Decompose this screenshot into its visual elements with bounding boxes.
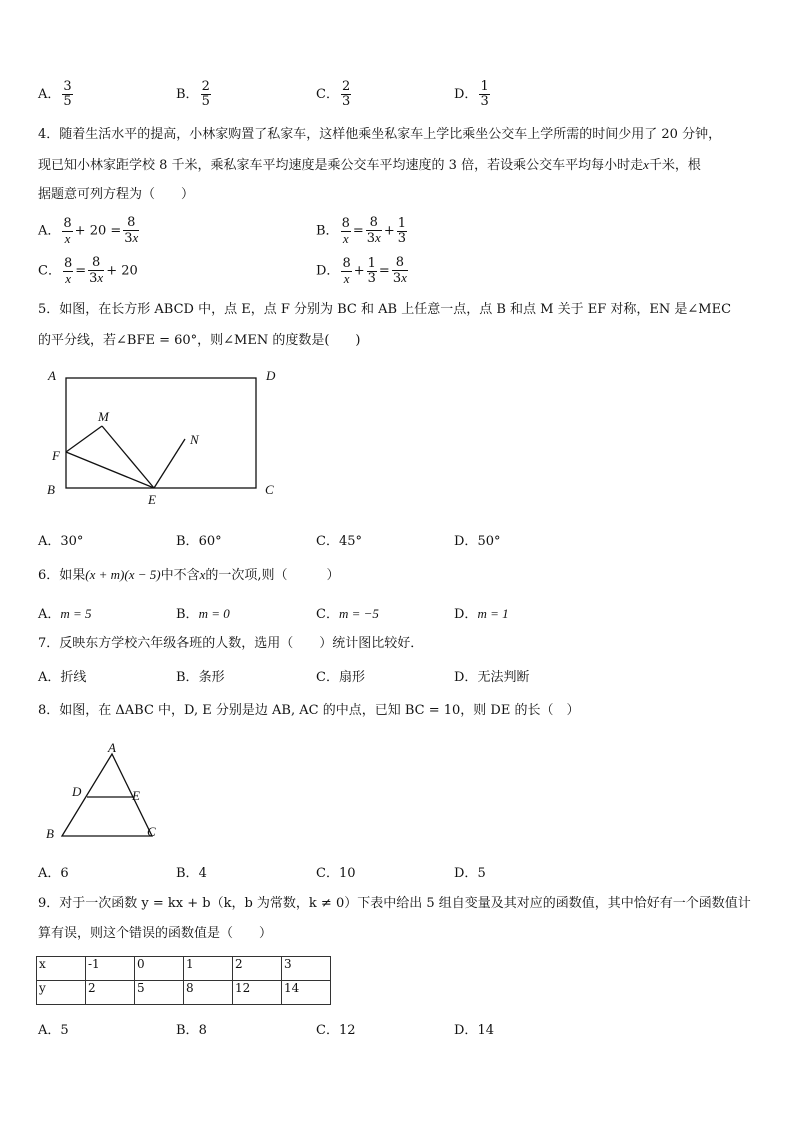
q9-line-1: 9．对于一次函数 y = kx + b（k，b 为常数，k ≠ 0）下表中给出 5 组自变量及其对应的函数值，其中恰好有一个函数值计 — [38, 896, 751, 911]
label-A: A — [48, 368, 56, 383]
q4-option-a: A． $\frac{8}{x}$ + 20 = $\frac{8}{3x}$ — [38, 215, 139, 246]
label-A: A — [108, 740, 116, 755]
q4-option-d: D． $\frac{8}{x}$ + $\frac{1}{3}$ = $\frac{8}{3x}$ — [316, 255, 407, 286]
q6-option-d: D．m = 1 — [454, 606, 509, 622]
q5-line-2: 的平分线，若∠BFE = 60°，则∠MEN 的度数是( ) — [38, 333, 361, 348]
label-C: C — [265, 482, 274, 497]
q9-line-2: 算有误，则这个错误的函数值是（ ） — [38, 926, 273, 941]
q7-option-c: C．扇形 — [316, 670, 365, 685]
q5-rectangle-figure — [40, 364, 290, 514]
q8-option-a: A．6 — [38, 866, 69, 881]
q7-option-d: D．无法判断 — [454, 670, 530, 685]
q8-triangle-figure — [40, 740, 180, 845]
q5-option-a: A．30° — [38, 534, 84, 549]
q4-line-2: 现已知小林家距学校 8 千米，乘私家车平均速度是乘公交车平均速度的 3 倍，若设乘公交车平均每小时走x千米，根 — [38, 157, 701, 173]
label-C: C — [147, 824, 156, 839]
q9-option-c: C．12 — [316, 1023, 356, 1038]
q9-value-table — [36, 956, 331, 1005]
q5-option-b: B．60° — [176, 534, 222, 549]
q5-option-d: D．50° — [454, 534, 501, 549]
q7-text: 7．反映东方学校六年级各班的人数，选用（ ）统计图比较好． — [38, 636, 424, 651]
q3-option-c: C． $\frac{2}{3}$ — [316, 79, 351, 109]
label-B: B — [47, 482, 55, 497]
q3-option-a: A． $\frac{3}{5}$ — [38, 79, 72, 109]
label-M: M — [98, 409, 109, 424]
q8-option-d: D．5 — [454, 866, 486, 881]
q4-option-b: B． $\frac{8}{x}$ = $\frac{8}{3x}$ + $\frac{1}{3}$ — [316, 215, 406, 246]
q6-option-b: B．m = 0 — [176, 606, 230, 622]
q4-line-3: 据题意可列方程为（ ） — [38, 187, 195, 202]
q7-option-a: A．折线 — [38, 670, 87, 685]
label-E: E — [148, 492, 156, 507]
label-D: D — [266, 368, 276, 383]
table-row: y 2 5 8 12 14 — [37, 981, 331, 1005]
q8-option-c: C．10 — [316, 866, 356, 881]
q3-option-b: B． $\frac{2}{5}$ — [176, 79, 210, 109]
q8-option-b: B．4 — [176, 866, 207, 881]
label-B: B — [46, 826, 54, 841]
q8-text: 8．如图，在 ΔABC 中，D, E 分别是边 AB, AC 的中点，已知 BC = 10，则 DE 的长（ ） — [38, 703, 580, 718]
q4-option-c: C． $\frac{8}{x}$ = $\frac{8}{3x}$ + 20 — [38, 255, 138, 286]
q9-option-b: B．8 — [176, 1023, 207, 1038]
q5-option-c: C．45° — [316, 534, 362, 549]
q6-option-a: A．m = 5 — [38, 606, 92, 622]
q6-text: 6．如果(x + m)(x − 5)中不含x的一次项,则（ ） — [38, 567, 340, 583]
q3-option-d: D． $\frac{1}{3}$ — [454, 79, 489, 109]
q9-option-d: D．14 — [454, 1023, 494, 1038]
label-E: E — [132, 788, 140, 803]
table-row: x -1 0 1 2 3 — [37, 957, 331, 981]
label-N: N — [190, 432, 199, 447]
q4-line-1: 4．随着生活水平的提高，小林家购置了私家车，这样他乘坐私家车上学比乘坐公交车上学所需的时间少用了 20 分钟， — [38, 127, 722, 142]
q6-option-c: C．m = −5 — [316, 606, 379, 622]
label-D: D — [72, 784, 82, 799]
q7-option-b: B．条形 — [176, 670, 225, 685]
label-F: F — [52, 448, 60, 463]
q5-line-1: 5．如图，在长方形 ABCD 中，点 E，点 F 分别为 BC 和 AB 上任意一点，点 B 和点 M 关于 EF 对称，EN 是∠MEC — [38, 302, 732, 317]
q9-option-a: A．5 — [38, 1023, 69, 1038]
